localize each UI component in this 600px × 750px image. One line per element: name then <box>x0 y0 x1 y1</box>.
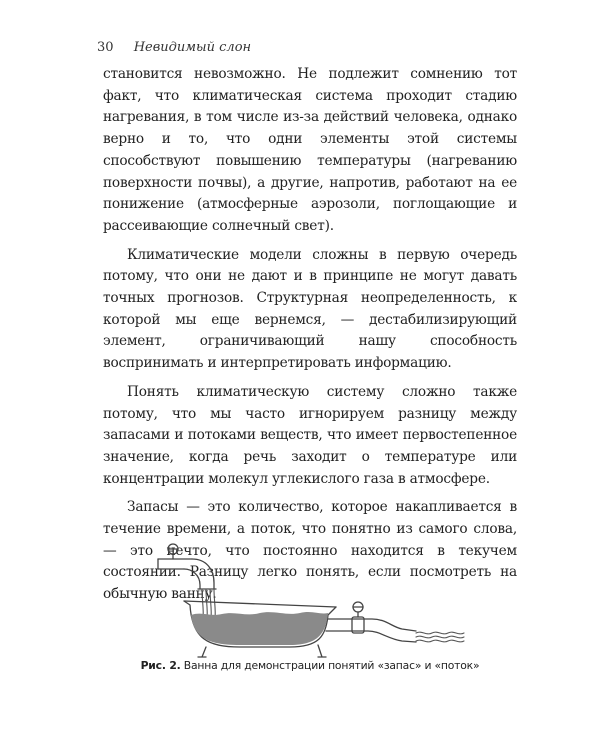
paragraph-1: становится невозможно. Не подлежит сомнению тот факт, что климатическая система проходит стадию нагревания, в том числе из-за действий человека, однако верно и то, что одни элементы этой системы способствуют повышению температуры (нагреванию поверхности почвы), а другие, напротив, работают на ее понижение (атмосферные аэрозоли, поглощающие и рассеивающие солнечный свет). <box>103 66 517 234</box>
book-title: Невидимый слон <box>133 40 252 55</box>
figure-caption <box>90 659 530 672</box>
bathtub-illustration-icon <box>140 543 480 658</box>
caption-label: Рис. 2. <box>140 659 181 672</box>
water-fill-icon <box>191 612 328 645</box>
paragraph-4: Запасы — это количество, которое накапливается в течение времени, а поток, что понятно из самого слова, — это нечто, что постоянно находится в текучем состоянии. Разницу легко понять, если посмотреть на обычную ванну. <box>103 499 517 603</box>
caption-text: Ванна для демонстрации понятий «запас» и «поток» <box>180 659 480 672</box>
running-head <box>97 40 251 55</box>
bathtub-figure <box>140 543 480 658</box>
faucet-valve-icon <box>168 544 178 559</box>
faucet-icon <box>158 559 216 589</box>
drain-valve-icon <box>353 602 363 617</box>
page-number: 30 <box>97 40 114 55</box>
drain-pipe-icon <box>326 617 416 642</box>
paragraph-3: Понять климатическую систему сложно также потому, что мы часто игнорируем разницу между запасами и потоками веществ, что имеет первостепенное значение, когда речь заходит о температуре или концентрации молекул углекислого газа в атмосфере. <box>103 383 517 487</box>
outflow-stream-icon <box>416 632 464 642</box>
paragraph-2: Климатические модели сложны в первую очередь потому, что они не дают и в принципе не могут давать точных прогнозов. Структурная неопределенность, к которой мы еще вернемся, — дестабилизирующий элемент, ограничивающий нашу способность воспринимать и интерпретировать информацию. <box>103 246 517 372</box>
body-text <box>103 64 517 613</box>
